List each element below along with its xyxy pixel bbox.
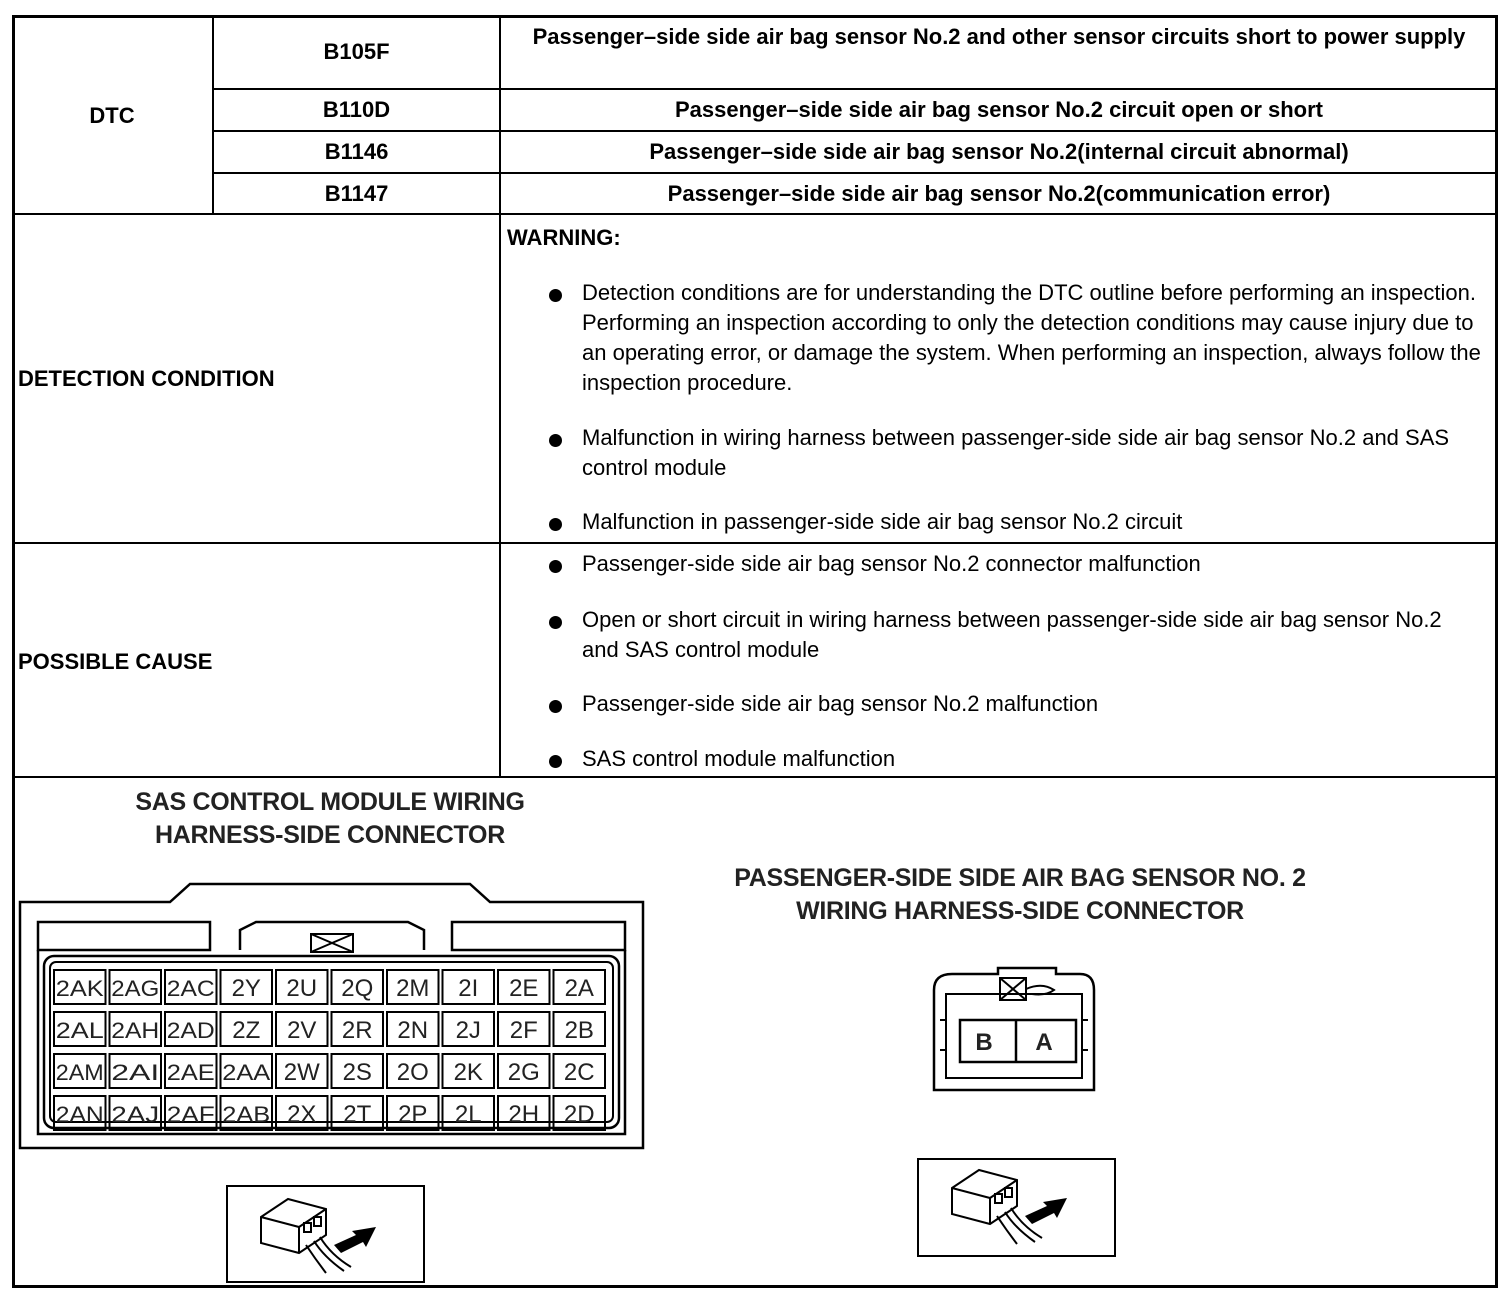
sas-pin-label: 2J xyxy=(455,1017,481,1044)
sas-pin-label: 2M xyxy=(396,975,430,1002)
sas-pin-label: 2Q xyxy=(341,975,374,1002)
dtc-description: Passenger–side side air bag sensor No.2(communication error) xyxy=(667,181,1331,206)
bullet-text: Passenger-side side air bag sensor No.2 malfunction xyxy=(582,691,1099,716)
bullet-icon xyxy=(549,560,562,573)
lock-x-icon xyxy=(311,934,353,952)
sensor-title-line2: WIRING HARNESS-SIDE CONNECTOR xyxy=(796,897,1244,925)
sas-pin-label: 2X xyxy=(287,1101,317,1128)
bullet-text: SAS control module malfunction xyxy=(582,746,896,771)
sas-pin-label: 2AF xyxy=(166,1102,215,1127)
sas-pin-grid xyxy=(54,970,605,1130)
sas-pin-label: 2AJ xyxy=(111,1102,160,1127)
warning-label: WARNING: xyxy=(507,225,621,250)
lock-x-icon xyxy=(1000,978,1054,1000)
sas-pin-label: 2S xyxy=(342,1059,372,1086)
sas-pin-label: 2U xyxy=(286,975,318,1002)
sas-pin-label: 2B xyxy=(564,1017,594,1044)
sas-pin-label: 2Z xyxy=(232,1017,261,1044)
sas-pin-label: 2T xyxy=(343,1101,372,1128)
sas-pin-label: 2V xyxy=(287,1017,317,1044)
sensor-connector-view-icon xyxy=(917,1158,1117,1258)
sas-pin-label: 2AE xyxy=(166,1060,215,1085)
sas-pin-label: 2AK xyxy=(55,976,105,1001)
sas-title-line1: SAS CONTROL MODULE WIRING xyxy=(135,788,525,816)
sas-pin-label: 2N xyxy=(397,1017,429,1044)
sas-pin-label: 2H xyxy=(508,1101,540,1128)
sas-pin-label: 2R xyxy=(341,1017,373,1044)
grid-line xyxy=(212,130,1498,132)
dtc-code: B1146 xyxy=(324,139,389,164)
dtc-code: B110D xyxy=(322,97,391,122)
bullet-icon xyxy=(549,755,562,768)
sas-pin-label: 2AI xyxy=(111,1060,160,1085)
sas-pin-label: 2F xyxy=(509,1017,538,1044)
grid-line xyxy=(12,776,1498,778)
sas-pin-label: 2W xyxy=(283,1059,320,1086)
sas-pin-label: 2AD xyxy=(166,1018,215,1043)
sas-pin-label: 2K xyxy=(453,1059,483,1086)
dtc-description: Passenger–side side air bag sensor No.2 circuit open or short xyxy=(675,97,1323,122)
grid-line xyxy=(12,213,1498,215)
sensor-connector-title xyxy=(640,862,1400,928)
sas-pin-label: 2Y xyxy=(231,975,261,1002)
bullet-text: Malfunction in passenger-side side air bag sensor No.2 circuit xyxy=(582,509,1183,534)
possible-cause-label: POSSIBLE CAUSE xyxy=(18,649,213,674)
dtc-code: B1147 xyxy=(324,181,389,206)
dtc-description: Passenger–side side air bag sensor No.2(internal circuit abnormal) xyxy=(649,139,1349,164)
sas-connector-title xyxy=(30,786,630,852)
sas-pin-label: 2C xyxy=(563,1059,595,1086)
sas-pin-label: 2AG xyxy=(111,976,160,1001)
grid-line xyxy=(212,172,1498,174)
bullet-icon xyxy=(549,289,562,302)
sas-pin-label: 2L xyxy=(454,1101,482,1128)
sas-pin-label: 2G xyxy=(507,1059,540,1086)
dtc-code: B105F xyxy=(323,39,390,64)
grid-line xyxy=(12,542,1498,544)
bullet-text: Detection conditions are for understanding the DTC outline before performing an inspection. Performing an inspection according to only the detection conditions may cause injury due to an operating error, or damage the system. When performing an inspection, always follow the inspection procedure. xyxy=(582,280,1481,395)
sas-pin-label: 2A xyxy=(564,975,594,1002)
dtc-label: DTC xyxy=(89,103,135,128)
bullet-icon xyxy=(549,700,562,713)
bullet-text: Passenger-side side air bag sensor No.2 connector malfunction xyxy=(582,551,1201,576)
sas-pin-label: 2I xyxy=(458,975,479,1002)
bullet-text: Open or short circuit in wiring harness between passenger-side side air bag sensor No.2 and SAS control module xyxy=(582,607,1442,662)
sas-pin-label: 2AN xyxy=(55,1102,104,1127)
sas-pin-label: 2O xyxy=(396,1059,429,1086)
sas-pin-label: 2AM xyxy=(55,1060,104,1085)
sensor-pin-a: A xyxy=(1035,1029,1053,1056)
bullet-text: Malfunction in wiring harness between passenger-side side air bag sensor No.2 and SAS control module xyxy=(582,425,1450,480)
grid-line xyxy=(212,88,1498,90)
sas-pin-label: 2AH xyxy=(111,1018,160,1043)
sensor-title-line1: PASSENGER-SIDE SIDE AIR BAG SENSOR NO. 2 xyxy=(734,864,1306,892)
sas-pin-label: 2AA xyxy=(222,1060,271,1085)
sas-pin-label: 2E xyxy=(509,975,539,1002)
sas-pin-label: 2P xyxy=(398,1101,428,1128)
sas-pin-label: 2D xyxy=(563,1101,595,1128)
sas-title-line2: HARNESS-SIDE CONNECTOR xyxy=(155,821,505,849)
sas-connector-diagram xyxy=(0,870,660,1170)
sensor-pin-b: B xyxy=(975,1029,993,1056)
sas-pin-label: 2AB xyxy=(222,1102,271,1127)
bullet-icon xyxy=(549,616,562,629)
sas-pin-label: 2AL xyxy=(55,1018,104,1043)
sas-pin-label: 2AC xyxy=(166,976,215,1001)
bullet-icon xyxy=(549,434,562,447)
sas-connector-view-icon xyxy=(226,1185,426,1285)
dtc-description: Passenger–side side air bag sensor No.2 and other sensor circuits short to power supply xyxy=(532,24,1466,49)
bullet-icon xyxy=(549,518,562,531)
detection-condition-label: DETECTION CONDITION xyxy=(18,366,275,391)
sensor-connector-diagram xyxy=(920,960,1110,1100)
